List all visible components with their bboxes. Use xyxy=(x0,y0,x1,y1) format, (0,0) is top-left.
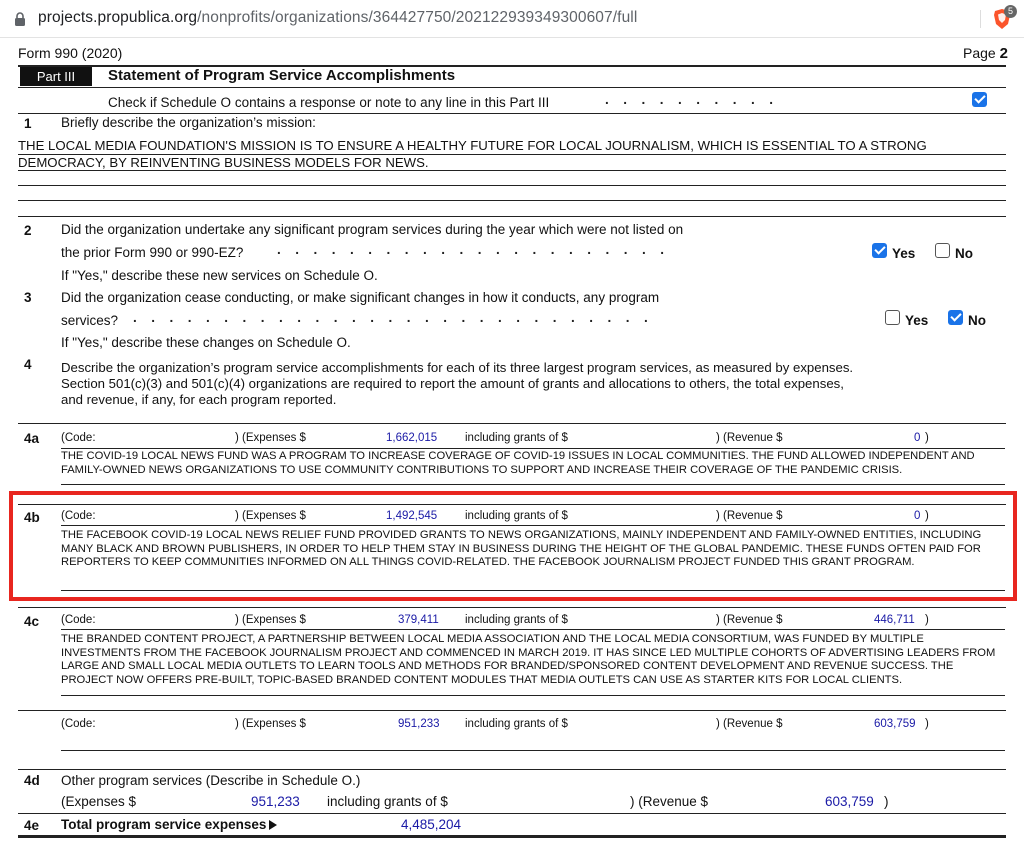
program-4a-id: 4a xyxy=(24,431,40,446)
answer-rule xyxy=(18,170,1006,171)
row-rule xyxy=(61,525,1005,526)
row-rule xyxy=(61,484,1005,485)
expenses-label: ) (Expenses $ xyxy=(235,718,306,730)
code-label: (Code: xyxy=(61,510,96,522)
part-rule xyxy=(18,87,1006,88)
q3-no-checkbox[interactable] xyxy=(948,310,963,325)
section-rule xyxy=(18,423,1006,424)
program-extra-expenses: 951,233 xyxy=(398,718,440,730)
close-paren: ) xyxy=(925,614,929,626)
q4d-expenses-label: (Expenses $ xyxy=(61,794,137,809)
q3-line-1: Did the organization cease conducting, or make significant changes in how it conducts, any program xyxy=(61,290,660,305)
q4d-revenue: 603,759 xyxy=(825,794,874,809)
program-4b-revenue: 0 xyxy=(914,510,921,522)
grants-label: including grants of $ xyxy=(465,614,568,626)
section-rule xyxy=(18,813,1006,814)
q1-number: 1 xyxy=(24,116,32,131)
leader-dots: ............................. xyxy=(133,310,663,325)
revenue-label: ) (Revenue $ xyxy=(716,614,783,626)
page-num: 2 xyxy=(999,45,1008,62)
program-4b-description: THE FACEBOOK COVID-19 LOCAL NEWS RELIEF FUND PROVIDED GRANTS TO NEWS ORGANIZATIONS, MAINLY INDEPENDENT AND FAMILY-OWNED ENTITIES, INCLUDING MANY BLACK AND BROWN PUBLISHERS, IN ORDER TO HELP THEM STAY IN BUSINESS DURING THE HEIGHT OF THE GLOBAL PANDEMIC. THESE FUNDS OFTEN PAID FOR REPORTERS TO KEEP COMMUNITIES INFORMED ON ALL THINGS COVID-RELATED. THE FACEBOOK JOURNALISM PROJECT FUNDED THIS GRANT PROGRAM. xyxy=(61,529,982,568)
url-host: projects.propublica.org xyxy=(38,9,198,26)
schedule-o-checkbox[interactable] xyxy=(972,92,987,107)
part-title: Statement of Program Service Accomplishments xyxy=(108,67,456,84)
q3-yes-checkbox[interactable] xyxy=(885,310,900,325)
q3-line-3: If "Yes," describe these changes on Schedule O. xyxy=(61,335,351,350)
row-rule xyxy=(61,448,1005,449)
q2-line-3: If "Yes," describe these new services on Schedule O. xyxy=(61,268,378,283)
row-rule xyxy=(61,695,1005,696)
q4d-grants-label: including grants of $ xyxy=(327,794,448,809)
program-4c-id: 4c xyxy=(24,614,40,629)
row-rule xyxy=(61,629,1005,630)
section-rule xyxy=(18,769,1006,770)
q1-text: Briefly describe the organization’s mission: xyxy=(61,115,316,130)
url-path: /nonprofits/organizations/364427750/202122939349300607/full xyxy=(197,9,638,26)
answer-rule xyxy=(18,185,1006,186)
code-label: (Code: xyxy=(61,432,96,444)
code-label: (Code: xyxy=(61,614,96,626)
row-rule xyxy=(61,590,1005,591)
grants-label: including grants of $ xyxy=(465,432,568,444)
program-4b-id: 4b xyxy=(24,510,40,525)
section-rule xyxy=(18,607,1006,608)
form-id: Form 990 (2020) xyxy=(18,45,123,61)
program-4c-expenses: 379,411 xyxy=(398,614,439,626)
answer-rule xyxy=(18,200,1006,201)
q2-no-label: No xyxy=(955,246,973,261)
close-paren: ) xyxy=(925,510,929,522)
leader-dots: .......... xyxy=(605,92,788,107)
program-4a-expenses: 1,662,015 xyxy=(386,432,438,444)
q2-no-checkbox[interactable] xyxy=(935,243,950,258)
q3-line-2: services? xyxy=(61,313,119,328)
row-rule xyxy=(61,750,1005,751)
section-rule xyxy=(18,710,1006,711)
program-4a-description: THE COVID-19 LOCAL NEWS FUND WAS A PROGRAM TO INCREASE COVERAGE OF COVID-19 ISSUES IN LOCAL COMMUNITIES. THE FUND ALLOWED INDEPENDENT AND FAMILY-OWNED NEWS ORGANIZATIONS TO USE COMMUNITY CONTRIBUTIONS TO SUPPORT AND INCREASE THEIR COVERAGE OF THE PANDEMIC CRISIS. xyxy=(61,450,975,476)
form-990-page xyxy=(0,38,1024,842)
code-label: (Code: xyxy=(61,718,96,730)
arrow-right-icon xyxy=(269,820,277,830)
revenue-label: ) (Revenue $ xyxy=(716,510,783,522)
q4-line-3: and revenue, if any, for each program reported. xyxy=(61,392,337,407)
close-paren: ) xyxy=(925,432,929,444)
expenses-label: ) (Expenses $ xyxy=(235,510,306,522)
q2-number: 2 xyxy=(24,223,32,238)
expenses-label: ) (Expenses $ xyxy=(235,432,306,444)
footer-rule xyxy=(18,835,1006,838)
part-label: Part III xyxy=(20,67,92,86)
shields-count-badge: 5 xyxy=(1004,5,1017,18)
q2-line-1: Did the organization undertake any significant program services during the year which were not listed on xyxy=(61,222,684,237)
close-paren: ) xyxy=(884,794,889,809)
q3-number: 3 xyxy=(24,290,32,305)
toolbar-divider xyxy=(980,10,981,28)
section-rule xyxy=(18,504,1006,505)
revenue-label: ) (Revenue $ xyxy=(716,432,783,444)
program-extra-revenue: 603,759 xyxy=(874,718,916,730)
q4-number: 4 xyxy=(24,357,32,372)
schedule-o-check-text: Check if Schedule O contains a response or note to any line in this Part III xyxy=(108,95,550,110)
q4e-text xyxy=(61,817,277,832)
mission-line-2: DEMOCRACY, BY REINVENTING BUSINESS MODELS FOR NEWS. xyxy=(18,155,429,170)
q4-line-2: Section 501(c)(3) and 501(c)(4) organizations are required to report the amount of grants and allocations to others, the total expenses, xyxy=(61,376,844,391)
url-text[interactable] xyxy=(38,9,637,27)
q3-yes-label: Yes xyxy=(905,313,929,328)
revenue-label: ) (Revenue $ xyxy=(716,718,783,730)
grants-label: including grants of $ xyxy=(465,510,568,522)
program-4c-revenue: 446,711 xyxy=(874,614,915,626)
q4e-number: 4e xyxy=(24,818,40,833)
browser-url-bar[interactable] xyxy=(0,0,1024,38)
row-rule xyxy=(18,113,1006,114)
expenses-label: ) (Expenses $ xyxy=(235,614,306,626)
grants-label: including grants of $ xyxy=(465,718,568,730)
q4d-number: 4d xyxy=(24,773,40,788)
program-4a-revenue: 0 xyxy=(914,432,921,444)
q4d-text: Other program services (Describe in Schedule O.) xyxy=(61,773,361,788)
page-label: Page xyxy=(963,45,996,61)
q3-no-label: No xyxy=(968,313,986,328)
q4-line-1: Describe the organization’s program service accomplishments for each of its three largest program services, as measured by expenses. xyxy=(61,360,854,375)
page-number xyxy=(963,45,1008,62)
mission-line-1: THE LOCAL MEDIA FOUNDATION'S MISSION IS TO ENSURE A HEALTHY FUTURE FOR LOCAL JOURNALISM, WHICH IS ESSENTIAL TO A STRONG xyxy=(18,138,927,153)
program-4c-description: THE BRANDED CONTENT PROJECT, A PARTNERSHIP BETWEEN LOCAL MEDIA ASSOCIATION AND THE LOCAL MEDIA CONSORTIUM, WAS FUNDED BY MULTIPLE INVESTMENTS FROM THE FACEBOOK JOURNALISM PROJECT AND COMMENCED IN MARCH 2019. IT HAS SINCE LED MULTIPLE COHORTS OF ADVERTISING LEADERS FROM LARGE AND SMALL LOCAL MEDIA OUTLETS TO LEARN TOOLS AND METHODS FOR BRANDED/SPONSORED CONTENT DEVELOPMENT AND REVENUE SUCCESS. THE PROJECT NOW OFFERS PRE-BUILT, TOPIC-BASED BRANDED CONTENT MODULES THAT MEDIA OUTLETS CAN USE AS STARTER KITS FOR LOCAL CLIENTS. xyxy=(61,633,996,686)
q2-yes-checkbox[interactable] xyxy=(872,243,887,258)
leader-dots: ...................... xyxy=(277,242,679,257)
q4d-revenue-label: ) (Revenue $ xyxy=(630,794,709,809)
q4e-total: 4,485,204 xyxy=(401,817,462,832)
close-paren: ) xyxy=(925,718,929,730)
q4d-expenses: 951,233 xyxy=(251,794,300,809)
q2-line-2: the prior Form 990 or 990-EZ? xyxy=(61,245,244,260)
section-rule xyxy=(18,216,1006,217)
lock-icon xyxy=(14,12,26,26)
q2-yes-label: Yes xyxy=(892,246,916,261)
program-4b-expenses: 1,492,545 xyxy=(386,510,438,522)
q4e-label: Total program service expenses xyxy=(61,817,267,832)
